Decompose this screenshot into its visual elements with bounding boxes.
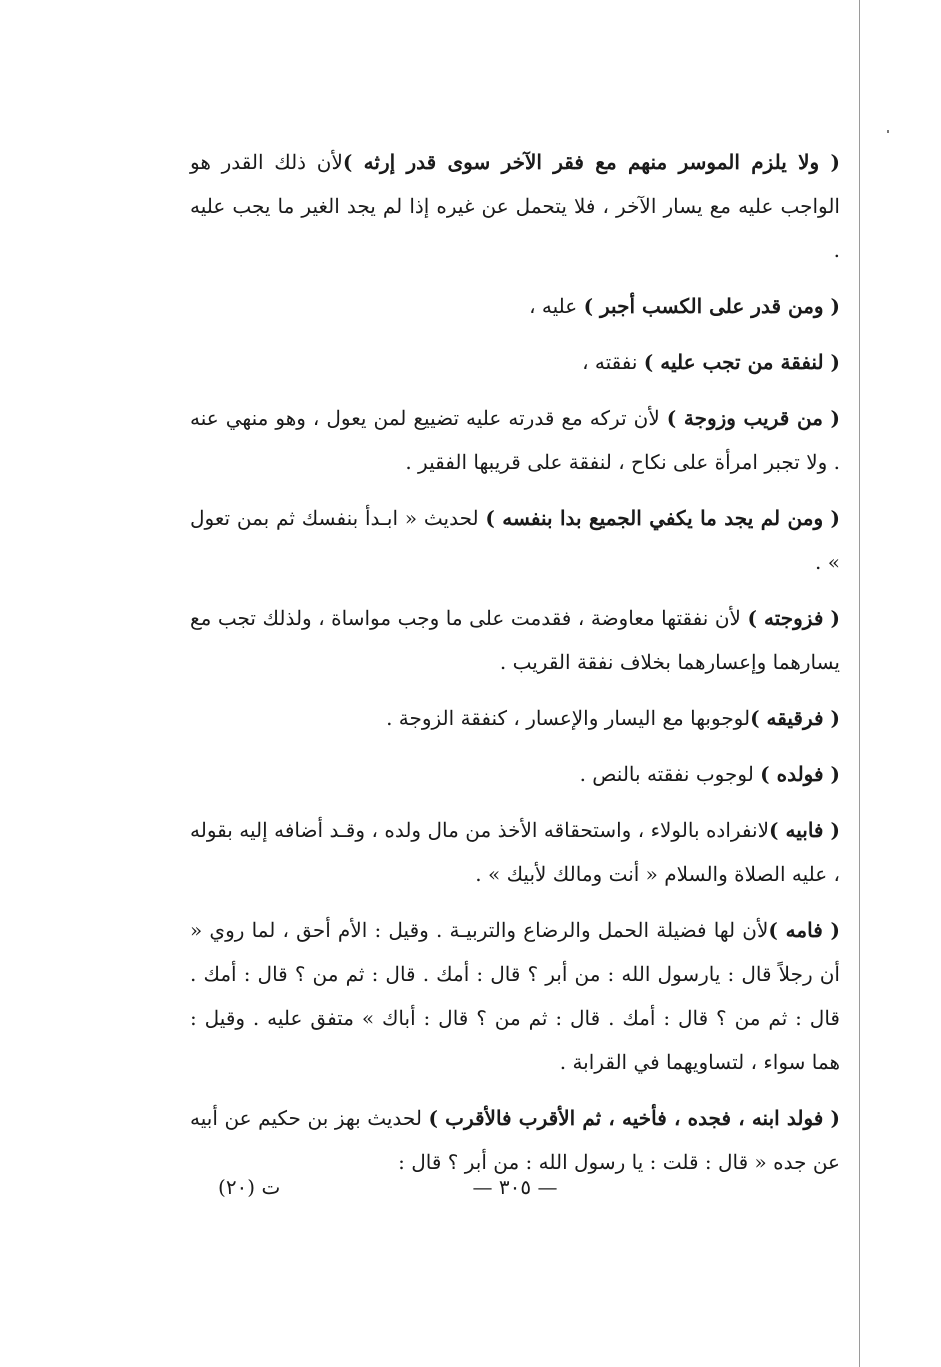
paragraph-lead: ( ولا يلزم الموسر منهم مع فقر الآخر سوى قدر إرثه ) (342, 150, 840, 174)
paragraph-body: عليه ، (529, 294, 584, 318)
paragraph-lead: ( من قريب وزوجة ) (666, 406, 840, 430)
paragraph-body: لحديث بهز بن حكيم عن أبيه عن جده « قال : قلت : يا رسول الله : من أبر ؟ قال : (190, 1106, 840, 1174)
paragraph (190, 808, 840, 896)
paragraph-lead: ( فولد ابنه ، فجده ، فأخيه ، ثم الأقرب فالأقرب ) (428, 1106, 840, 1130)
paragraph (190, 1096, 840, 1184)
paragraph (190, 596, 840, 684)
paragraph-body: لأن لها فضيلة الحمل والرضاع والتربيـة . وقيل : الأم أحق ، لما روي « أن رجلاً قال : يارسول الله : من أبر ؟ قال : أمك . قال : ثم من ؟ قال : أمك . قال : ثم من ؟ قال : أمك . قال : ثم من ؟ قال : أباك » متفق عليه . وقيل : هما سواء ، لتساويهما في القرابة . (190, 918, 840, 1074)
paragraph-body: لأن ذلك القدر هو الواجب عليه مع يسار الآخر ، فلا يتحمل عن غيره إذا لم يجد الغير ما يجب عليه . (190, 150, 840, 262)
paragraph-body: نفقته ، (582, 350, 644, 374)
paragraph-body: لوجوبها مع اليسار والإعسار ، كنفقة الزوجة . (386, 706, 751, 730)
paragraph-lead: ( لنفقة من تجب عليه ) (643, 350, 840, 374)
body-text (190, 140, 840, 1196)
paragraph-lead: ( فرقيقه ) (750, 706, 840, 730)
paragraph-lead: ( فابيه ) (769, 818, 840, 842)
page-number: — ٣٠٥ — (472, 1175, 558, 1199)
paragraph (190, 696, 840, 740)
paragraph (190, 340, 840, 384)
page-edge-line (859, 0, 860, 1367)
paragraph (190, 140, 840, 272)
paragraph-lead: ( ومن لم يجد ما يكفي الجميع بدا بنفسه ) (485, 506, 840, 530)
paragraph (190, 908, 840, 1084)
paragraph (190, 396, 840, 484)
paragraph-lead: ( ومن قدر على الكسب أجبر ) (583, 294, 840, 318)
signature-mark: ت (٢٠) (218, 1175, 281, 1199)
paragraph-lead: ( فامه ) (768, 918, 840, 942)
paragraph-body: لأن تركه مع قدرته عليه تضييع لمن يعول ، وهو منهي عنه . ولا تجبر امرأة على نكاح ، لنفقة على قريبها الفقير . (190, 406, 840, 474)
paragraph (190, 284, 840, 328)
paragraph-body: لحديث « ابـدأ بنفسك ثم بمن تعول » . (190, 506, 840, 574)
paragraph-body: لانفراده بالولاء ، واستحقاقه الأخذ من مال ولده ، وقـد أضافه إليه بقوله ، عليه الصلاة والسلام « أنت ومالك لأبيك » . (190, 818, 840, 886)
paragraph (190, 496, 840, 584)
paragraph-body: لوجوب نفقته بالنص . (579, 762, 761, 786)
paragraph-lead: ( فولده ) (760, 762, 840, 786)
scan-speck (887, 130, 889, 133)
page-footer (190, 1175, 840, 1215)
paragraph (190, 752, 840, 796)
paragraph-lead: ( فزوجته ) (747, 606, 840, 630)
paragraph-body: لأن نفقتها معاوضة ، فقدمت على ما وجب مواساة ، ولذلك تجب مع يسارهما وإعسارهما بخلاف نفقة القريب . (190, 606, 840, 674)
